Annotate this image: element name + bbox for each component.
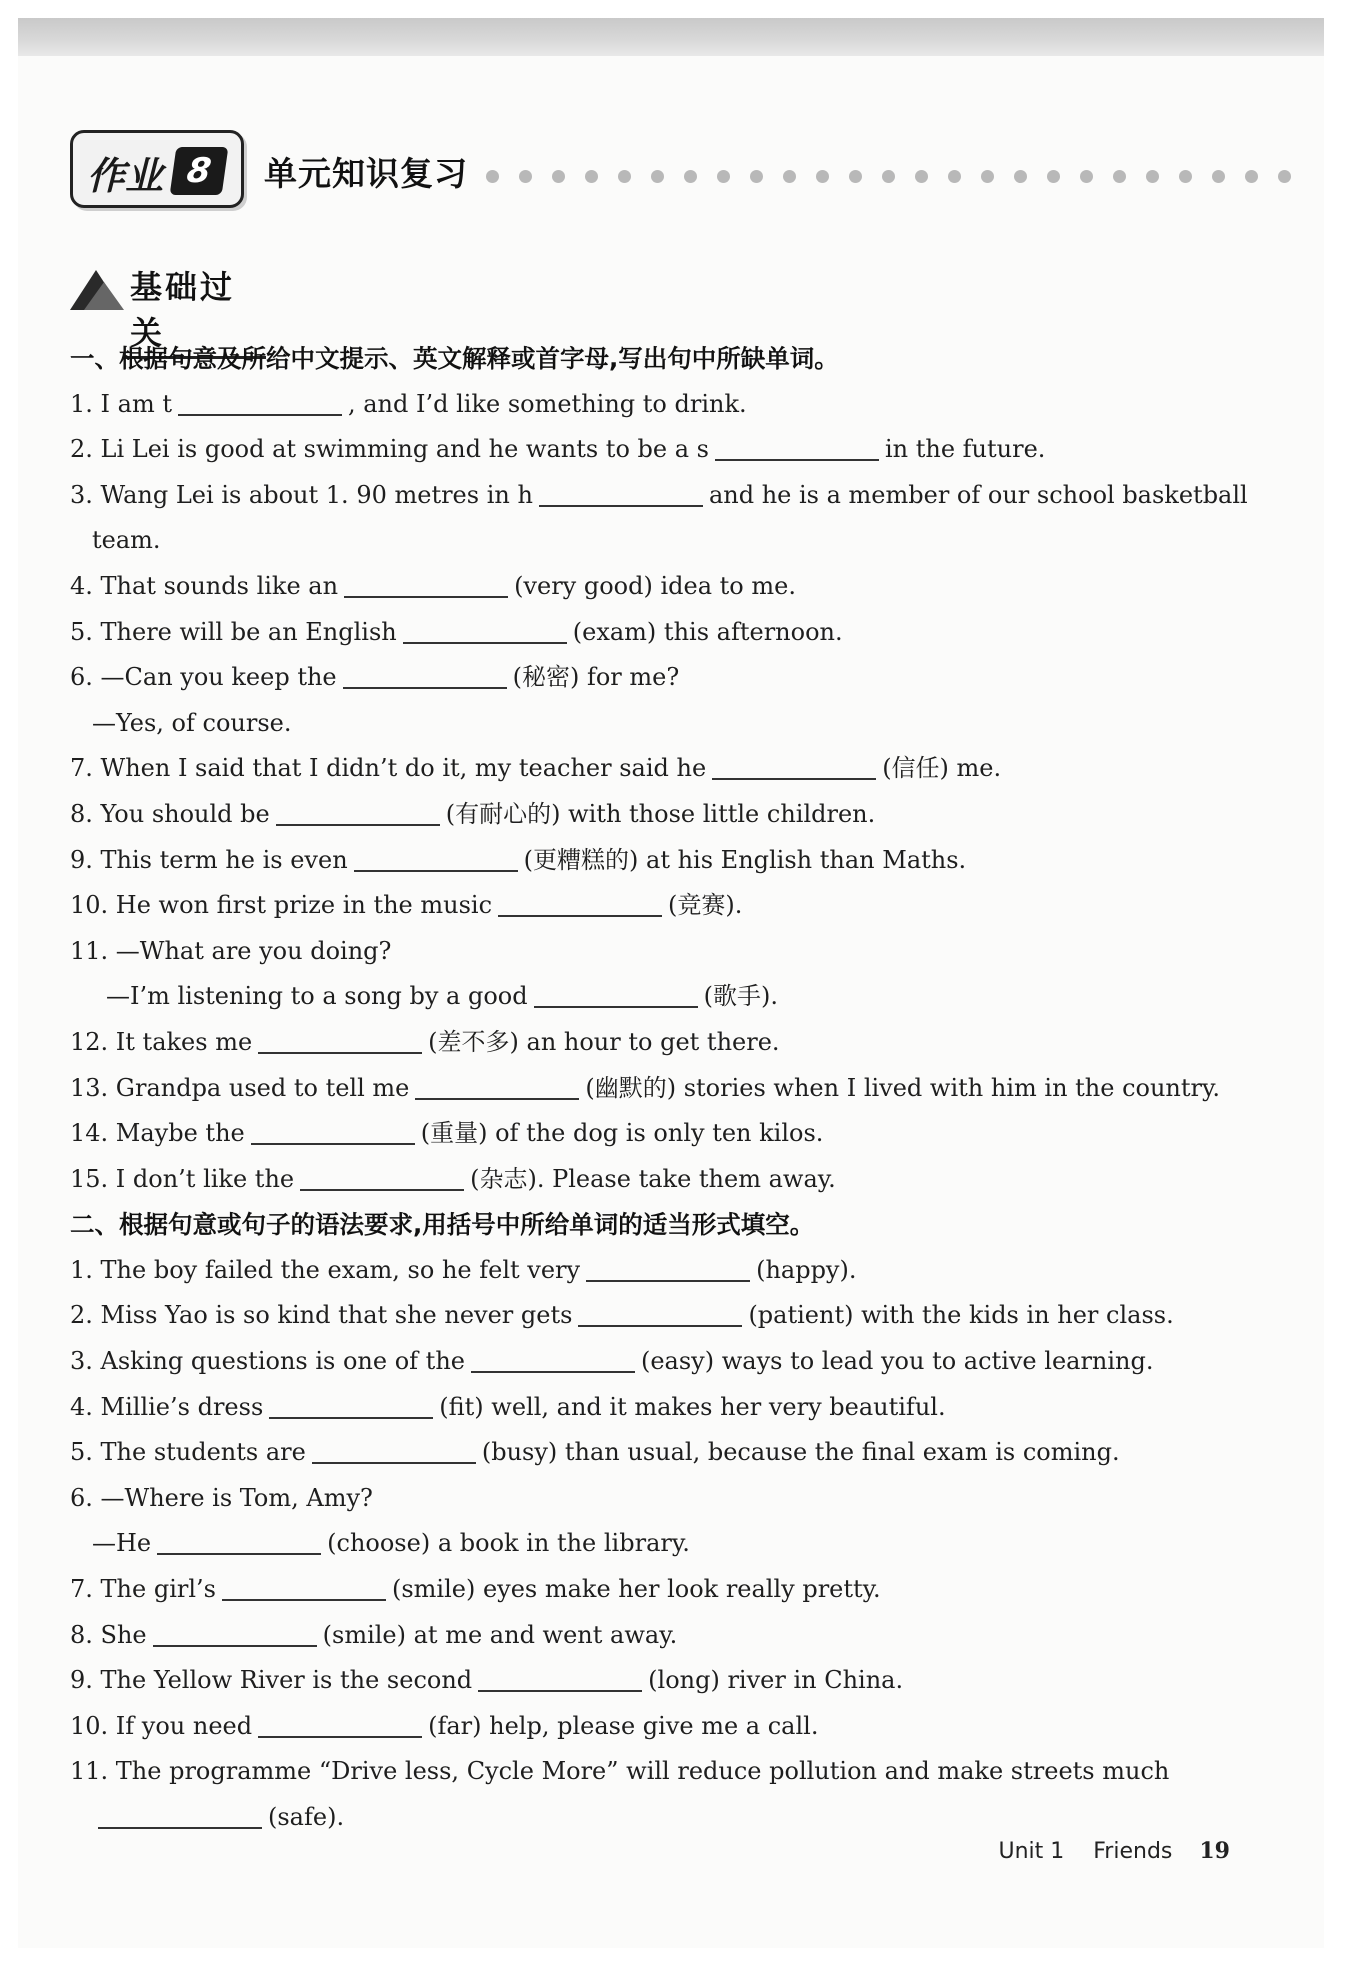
question-line	[70, 974, 1300, 1020]
answer-blank[interactable]	[178, 388, 342, 416]
question-hint: (exam) this afternoon.	[572, 617, 843, 646]
dot-decoration	[981, 170, 994, 183]
scan-top-edge	[18, 18, 1324, 56]
footer-unit: Unit 1	[998, 1839, 1065, 1864]
question-line	[70, 929, 1300, 975]
dot-decoration	[1245, 170, 1258, 183]
question-line	[70, 1248, 1300, 1294]
question-text: —He	[92, 1529, 152, 1558]
answer-blank[interactable]	[344, 570, 508, 598]
dot-decoration	[783, 170, 796, 183]
question-text: 3. Asking questions is one of the	[70, 1347, 465, 1376]
answer-blank[interactable]	[586, 1254, 750, 1282]
question-hint: (choose) a book in the library.	[327, 1529, 690, 1558]
answer-blank[interactable]	[258, 1026, 422, 1054]
question-hint: (更糟糕的) at his English than Maths.	[523, 845, 967, 874]
question-text: 6. —Where is Tom, Amy?	[70, 1483, 373, 1512]
question-text: 7. The girl’s	[70, 1575, 216, 1604]
question-line	[70, 883, 1300, 929]
question-text: 15. I don’t like the	[70, 1164, 295, 1193]
question-text: 11. —What are you doing?	[70, 936, 392, 965]
question-hint: (有耐心的) with those little children.	[445, 799, 876, 828]
question-hint: (long) river in China.	[648, 1666, 904, 1695]
answer-blank[interactable]	[403, 616, 567, 644]
dot-decoration	[1014, 170, 1027, 183]
exercise-content	[70, 336, 1300, 1841]
question-text: 5. There will be an English	[70, 617, 397, 646]
question-line	[70, 427, 1300, 473]
question-hint: (smile) eyes make her look really pretty.	[391, 1575, 881, 1604]
question-text: 9. This term he is even	[70, 845, 348, 874]
question-line	[70, 1339, 1300, 1385]
dot-decoration	[585, 170, 598, 183]
question-text: team.	[92, 526, 161, 555]
question-line	[70, 1704, 1300, 1750]
dot-decoration	[1146, 170, 1159, 183]
answer-blank[interactable]	[354, 844, 518, 872]
question-line	[70, 792, 1300, 838]
decorative-dots	[486, 170, 1291, 183]
answer-blank[interactable]	[715, 433, 879, 461]
answer-blank[interactable]	[478, 1664, 642, 1692]
dot-decoration	[1047, 170, 1060, 183]
question-line	[70, 473, 1300, 519]
answer-blank[interactable]	[300, 1163, 464, 1191]
question-text: 12. It takes me	[70, 1027, 253, 1056]
question-hint: (fit) well, and it makes her very beautiful.	[439, 1392, 946, 1421]
question-hint: (竞赛).	[668, 891, 743, 920]
answer-blank[interactable]	[534, 980, 698, 1008]
question-hint: (歌手).	[703, 982, 778, 1011]
question-text: 2. Miss Yao is so kind that she never gets	[70, 1301, 573, 1330]
answer-blank[interactable]	[269, 1391, 433, 1419]
answer-blank[interactable]	[712, 752, 876, 780]
dot-decoration	[651, 170, 664, 183]
question-hint: , and I’d like something to drink.	[347, 389, 747, 418]
question-hint: (差不多) an hour to get there.	[428, 1027, 780, 1056]
dot-decoration	[948, 170, 961, 183]
answer-blank[interactable]	[539, 479, 703, 507]
question-text: 8. She	[70, 1620, 147, 1649]
homework-label: 作业	[87, 154, 164, 198]
question-text: 7. When I said that I didn’t do it, my teacher said he	[70, 754, 707, 783]
question-line	[70, 1749, 1300, 1795]
dot-decoration	[750, 170, 763, 183]
dot-decoration	[684, 170, 697, 183]
question-line	[70, 1293, 1300, 1339]
answer-blank[interactable]	[222, 1573, 386, 1601]
question-text: 4. That sounds like an	[70, 571, 339, 600]
question-text: 9. The Yellow River is the second	[70, 1666, 473, 1695]
dot-decoration	[849, 170, 862, 183]
page-footer	[998, 1838, 1230, 1864]
lesson-header	[68, 130, 1324, 220]
section-badge	[66, 256, 266, 352]
question-text: 5. The students are	[70, 1438, 306, 1467]
question-hint: in the future.	[884, 435, 1046, 464]
question-text: 10. If you need	[70, 1711, 253, 1740]
question-hint: (秘密) for me?	[512, 663, 680, 692]
mountain-icon	[66, 264, 126, 314]
answer-blank[interactable]	[98, 1801, 262, 1829]
question-text: 4. Millie’s dress	[70, 1392, 264, 1421]
question-text: 14. Maybe the	[70, 1119, 245, 1148]
question-text: —I’m listening to a song by a good	[106, 982, 528, 1011]
question-line	[70, 1020, 1300, 1066]
question-hint: (patient) with the kids in her class.	[748, 1301, 1174, 1330]
question-hint: (safe).	[268, 1803, 345, 1831]
answer-blank[interactable]	[276, 798, 440, 826]
dot-decoration	[486, 170, 499, 183]
dot-decoration	[1278, 170, 1291, 183]
answer-blank[interactable]	[312, 1436, 476, 1464]
dot-decoration	[618, 170, 631, 183]
dot-decoration	[882, 170, 895, 183]
answer-blank[interactable]	[157, 1527, 321, 1555]
question-text: 13. Grandpa used to tell me	[70, 1073, 410, 1102]
dot-decoration	[1179, 170, 1192, 183]
question-hint: (busy) than usual, because the final exam is coming.	[481, 1438, 1120, 1467]
question-text: 10. He won first prize in the music	[70, 891, 493, 920]
page-title: 单元知识复习	[264, 154, 468, 193]
question-text: 2. Li Lei is good at swimming and he wants to be a s	[70, 435, 709, 464]
part2-instruction: 二、根据句意或句子的语法要求,用括号中所给单词的适当形式填空。	[70, 1210, 815, 1240]
question-line	[70, 1111, 1300, 1157]
dot-decoration	[717, 170, 730, 183]
question-line	[70, 1658, 1300, 1704]
question-line	[70, 1613, 1300, 1659]
question-hint: (信任) me.	[882, 754, 1002, 783]
dot-decoration	[1080, 170, 1093, 183]
answer-blank[interactable]	[153, 1619, 317, 1647]
homework-number: 8	[170, 147, 229, 195]
question-line	[70, 518, 1300, 564]
answer-blank[interactable]	[471, 1345, 635, 1373]
question-line	[70, 701, 1300, 747]
question-text: 11. The programme “Drive less, Cycle More” will reduce pollution and make streets much	[70, 1757, 1170, 1786]
question-line	[70, 655, 1300, 701]
question-line	[70, 564, 1300, 610]
question-text: 1. The boy failed the exam, so he felt very	[70, 1255, 581, 1284]
question-line	[70, 1066, 1300, 1112]
question-line	[70, 746, 1300, 792]
dot-decoration	[1113, 170, 1126, 183]
question-hint: (幽默的) stories when I lived with him in the country.	[585, 1073, 1221, 1102]
answer-blank[interactable]	[258, 1710, 422, 1738]
answer-blank[interactable]	[251, 1117, 415, 1145]
page-number: 19	[1199, 1838, 1230, 1864]
question-text: 1. I am t	[70, 389, 172, 418]
question-hint: and he is a member of our school basketball	[708, 480, 1248, 509]
question-line	[70, 1385, 1300, 1431]
dot-decoration	[915, 170, 928, 183]
question-line	[70, 1795, 1300, 1841]
question-line	[70, 1430, 1300, 1476]
section-badge-label: 基础过关	[124, 262, 266, 359]
part2-items	[70, 1248, 1300, 1841]
question-text: 3. Wang Lei is about 1. 90 metres in h	[70, 480, 533, 509]
dot-decoration	[552, 170, 565, 183]
question-line	[70, 610, 1300, 656]
footer-unit-name: Friends	[1093, 1839, 1173, 1864]
question-hint: (smile) at me and went away.	[322, 1620, 678, 1649]
dot-decoration	[816, 170, 829, 183]
workbook-page	[18, 18, 1324, 1948]
question-hint: (very good) idea to me.	[514, 571, 796, 600]
question-line	[70, 1521, 1300, 1567]
answer-blank[interactable]	[498, 889, 662, 917]
question-hint: (easy) ways to lead you to active learning.	[640, 1347, 1154, 1376]
answer-blank[interactable]	[415, 1072, 579, 1100]
question-line	[70, 1157, 1300, 1203]
question-hint: (重量) of the dog is only ten kilos.	[420, 1119, 824, 1148]
dot-decoration	[1212, 170, 1225, 183]
question-line	[70, 1476, 1300, 1522]
question-text: 8. You should be	[70, 799, 270, 828]
question-text: —Yes, of course.	[92, 708, 292, 737]
question-hint: (far) help, please give me a call.	[428, 1711, 819, 1740]
answer-blank[interactable]	[578, 1299, 742, 1327]
dot-decoration	[519, 170, 532, 183]
part1-instruction: 一、根据句意及所给中文提示、英文解释或首字母,写出句中所缺单词。	[70, 344, 839, 373]
answer-blank[interactable]	[343, 661, 507, 689]
question-text: 6. —Can you keep the	[70, 663, 337, 692]
homework-tab	[70, 130, 244, 208]
question-line	[70, 838, 1300, 884]
question-line	[70, 382, 1300, 428]
question-hint: (杂志). Please take them away.	[470, 1164, 836, 1193]
question-line	[70, 1567, 1300, 1613]
part1-items	[70, 382, 1300, 1203]
question-hint: (happy).	[756, 1255, 857, 1284]
